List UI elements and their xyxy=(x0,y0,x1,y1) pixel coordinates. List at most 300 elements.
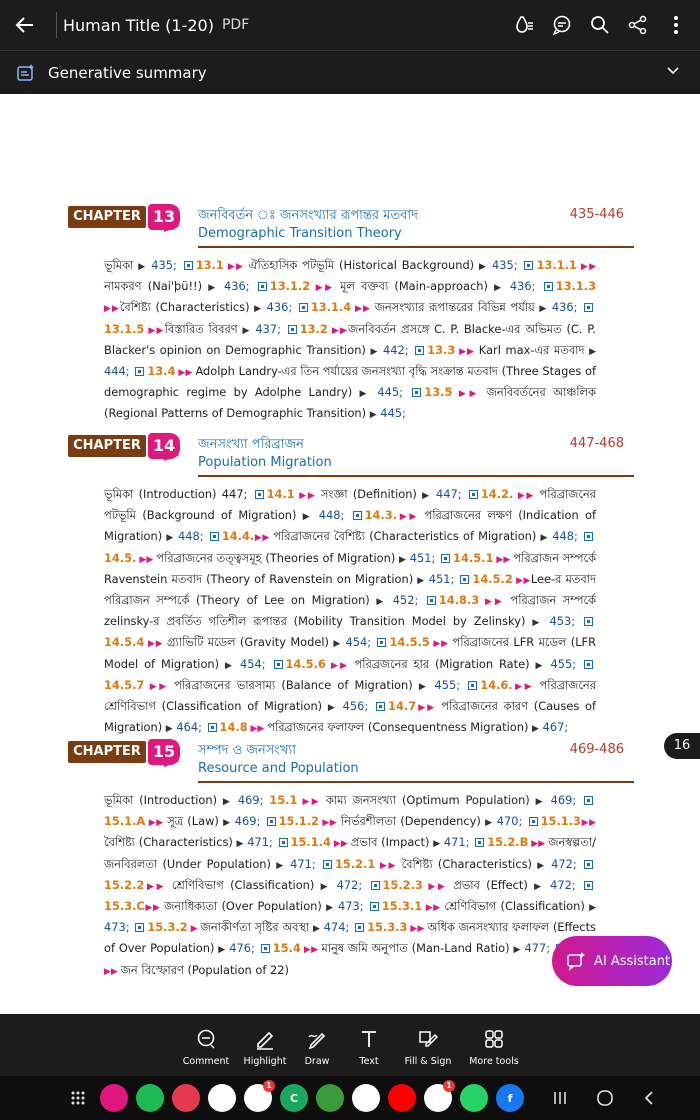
section-box-icon xyxy=(323,860,332,869)
page-ref[interactable]: 476; xyxy=(225,941,259,956)
page-ref[interactable]: 445; xyxy=(376,406,406,421)
comment-tool[interactable] xyxy=(176,1028,236,1076)
section-box-icon xyxy=(135,923,144,932)
camera-app-app-icon[interactable] xyxy=(172,1084,200,1112)
contents-text: Karl max-এর মতবাদ xyxy=(478,342,590,357)
contents-text: সংজ্ঞা (Definition) xyxy=(320,487,423,501)
section-number[interactable]: 15.3.1 xyxy=(381,899,423,914)
double-arrow-icon: ▶▶ xyxy=(512,575,531,586)
contents-text: বৈশিষ্ট্য (Characteristics) xyxy=(119,300,255,315)
chapter-contents-text xyxy=(104,791,596,982)
search-icon xyxy=(590,15,610,35)
section-box-icon xyxy=(475,838,484,847)
contents-text: বৈশিষ্ট্য (Characteristics) xyxy=(104,835,237,850)
contents-text: পরিব্রাজনের পটভূমি (Background of Migration) xyxy=(104,487,596,523)
triangle-icon: ▶ xyxy=(399,554,407,565)
double-arrow-icon: ▶▶ xyxy=(422,903,445,914)
page-ref[interactable]: 444; xyxy=(104,364,134,379)
triangle-icon: ▶ xyxy=(532,618,543,629)
tool-label: More tools xyxy=(469,1056,519,1067)
ai-assistant-label: AI Assistant xyxy=(594,953,671,969)
chapter-label: CHAPTER xyxy=(68,741,146,763)
section-number[interactable]: 14.5.7 xyxy=(104,677,145,692)
comment-icon xyxy=(195,1028,217,1050)
page-ref[interactable]: 471; xyxy=(284,856,321,871)
double-arrow-icon: ▶▶ xyxy=(297,797,326,807)
section-number[interactable]: 14.5.2 xyxy=(472,571,513,586)
search-button[interactable] xyxy=(588,13,612,37)
play-store-app-icon[interactable] xyxy=(424,1081,452,1112)
chapter-page-range: 469-486 xyxy=(569,742,624,757)
chapter-badge xyxy=(68,737,180,771)
youtube-app-icon[interactable] xyxy=(388,1084,416,1112)
double-arrow-icon: ▶▶ xyxy=(254,533,274,544)
more-options-button[interactable] xyxy=(664,13,688,37)
page-ref[interactable]: 453; xyxy=(542,614,583,629)
section-box-icon xyxy=(355,923,364,932)
page-ref[interactable]: 455; xyxy=(544,656,582,671)
contents-text: পরিব্রাজনের কারণ (Causes of Migration) xyxy=(104,699,597,735)
more-vertical-icon xyxy=(673,15,679,35)
triangle-icon: ▶ xyxy=(478,262,488,272)
triangle-icon: ▶ xyxy=(537,860,546,871)
double-arrow-icon: ▶▶ xyxy=(479,597,511,608)
page-ref[interactable]: 454; xyxy=(234,656,272,671)
double-arrow-icon: ▶▶ xyxy=(351,304,375,315)
double-arrow-icon: ▶▶ xyxy=(422,881,454,892)
comments-button[interactable] xyxy=(550,13,574,37)
section-box-icon xyxy=(584,303,593,312)
section-number[interactable]: 15.1 xyxy=(269,793,298,807)
section-box-icon xyxy=(376,702,385,711)
section-number[interactable]: 14.4. xyxy=(221,529,255,544)
section-box-icon xyxy=(529,817,538,826)
snapseed-app-icon[interactable] xyxy=(352,1084,380,1112)
triangle-icon: ▶ xyxy=(417,575,425,586)
section-box-icon xyxy=(584,860,593,869)
double-arrow-icon: ▶▶ xyxy=(330,839,351,850)
section-number[interactable]: 15.1.A xyxy=(104,814,146,829)
section-number[interactable]: 14.2. xyxy=(480,487,514,501)
contents-text: পরিব্রাজনের বৈশিষ্ট্য (Characteristics of Migration) xyxy=(273,529,541,544)
page-ref[interactable]: 472; xyxy=(543,877,582,892)
contents-text: প্রভাব (Impact) xyxy=(350,835,434,850)
contents-text: জনস্বল্পতা/জনবিরলতা (Under Population) xyxy=(104,835,596,871)
page-ref[interactable]: 447; xyxy=(430,487,467,501)
section-number[interactable]: 15.2.2 xyxy=(104,877,145,892)
triangle-icon: ▶ xyxy=(326,903,334,914)
page-ref[interactable]: 477; xyxy=(520,941,554,956)
chapter-rule xyxy=(198,781,634,783)
contents-text: পরিব্রাজনের ফলাফল (Consequentness Migration) xyxy=(267,720,533,735)
edit-toolbar xyxy=(0,1014,700,1076)
page-ref[interactable]: 469; xyxy=(544,793,582,807)
double-arrow-icon: ▶ xyxy=(187,924,201,935)
double-arrow-icon: ▶▶ xyxy=(104,966,121,977)
double-arrow-icon: ▶▶ xyxy=(327,325,349,336)
tool-label: Draw xyxy=(304,1056,330,1067)
triangle-icon: ▶ xyxy=(535,797,545,807)
section-box-icon xyxy=(261,944,270,953)
section-box-icon xyxy=(584,660,593,669)
contents-text: ঐতিহাসিক পটভূমি (Historical Background) xyxy=(248,258,479,272)
section-number[interactable]: 14.3. xyxy=(364,508,398,523)
contents-text: পরিব্রাজন সম্পর্কে zelinsky-র প্রবর্তিত গতিশীল রূপান্তর (Mobility Transition Model by Zelinsky) xyxy=(104,593,597,629)
section-number[interactable]: 15.1.4 xyxy=(290,835,331,850)
calculator-app-icon[interactable] xyxy=(316,1084,344,1112)
contents-text: ভূমিকা (Introduction) 447; xyxy=(104,487,253,501)
arrow-left-icon xyxy=(15,15,35,35)
contents-text: কাম্য জনসংখ্যা (Optimum Population) xyxy=(325,793,536,807)
contents-text: পরিব্রাজনের লক্ষণ (Indication of Migration) xyxy=(104,508,596,544)
section-box-icon xyxy=(412,388,421,397)
chapter-title-english: Population Migration xyxy=(198,455,332,470)
section-number[interactable]: 13.1 xyxy=(195,258,224,272)
triangle-icon: ▶ xyxy=(535,660,545,671)
section-number[interactable]: 15.1.3 xyxy=(540,814,581,829)
more-tools[interactable] xyxy=(464,1028,524,1076)
divider xyxy=(56,12,57,38)
triangle-icon: ▶ xyxy=(333,639,342,650)
contents-text: জনবিবর্তনের আঞ্চলিক (Regional Patterns of Demographic Transition) xyxy=(104,385,596,421)
system-navigation-bar xyxy=(0,1076,700,1120)
page-ref[interactable]: 469; xyxy=(232,793,270,807)
section-number[interactable]: 15.3.3 xyxy=(367,920,408,935)
liquid-mode-button[interactable] xyxy=(512,13,536,37)
flower-app-app-icon[interactable] xyxy=(100,1084,128,1112)
chapter-title-bengali: জনসংখ্যা পরিব্রাজন xyxy=(198,437,304,452)
section-box-icon xyxy=(184,261,193,270)
section-box-icon xyxy=(371,881,380,890)
triangle-icon: ▶ xyxy=(236,839,244,850)
double-arrow-icon: ▶▶ xyxy=(429,639,453,650)
text-tool[interactable] xyxy=(346,1028,392,1076)
page-ref[interactable]: 454; xyxy=(341,635,376,650)
contents-text: নির্ভরশীলতা (Dependency) xyxy=(340,814,486,829)
page-ref[interactable]: 456; xyxy=(336,699,375,714)
app-grid-app-icon[interactable] xyxy=(64,1084,92,1112)
contents-text: জনাকীর্ণতা সৃষ্টির অবস্থা xyxy=(200,920,314,935)
spotify-app-icon[interactable] xyxy=(136,1084,164,1112)
highlighter-icon xyxy=(254,1028,276,1050)
double-arrow-icon: ▶▶ xyxy=(144,903,165,914)
double-arrow-icon: ▶▶ xyxy=(104,304,120,315)
contents-text: গ্র্যাভিটি মডেল (Gravity Model) xyxy=(167,635,334,650)
section-box-icon xyxy=(370,902,379,911)
page-ref[interactable]: 445; xyxy=(370,385,411,400)
page-ref[interactable]: 448; xyxy=(548,529,582,544)
section-box-icon xyxy=(208,723,217,732)
contents-text: জনবিবর্তন প্রসঙ্গে C. P. Blacke-এর অভিমত (C. P. Blacker's opinion on Demographic Transition) xyxy=(104,321,596,357)
chevron-left-icon xyxy=(642,1090,656,1106)
section-box-icon xyxy=(441,554,450,563)
triangle-icon: ▶ xyxy=(223,818,231,829)
chapter-title-english: Demographic Transition Theory xyxy=(198,226,402,241)
section-box-icon xyxy=(274,660,283,669)
contents-text: জনাধিক্যতা (Over Population) xyxy=(164,899,327,914)
triangle-icon: ▶ xyxy=(376,597,387,608)
page-ref[interactable]: 435; xyxy=(146,258,182,272)
triangle-icon: ▶ xyxy=(532,724,539,735)
section-number[interactable]: 15.2.3 xyxy=(382,877,423,892)
section-number[interactable]: 15.3.C xyxy=(104,899,145,914)
contents-text: পরিব্রাজনের তত্ত্বসমূহ (Theories of Migration) xyxy=(156,550,400,565)
page-ref[interactable]: 436; xyxy=(547,300,583,315)
contents-text: Lee-র মতবাদ পরিব্রাজন সম্পর্কে (Theory of Lee on Migration) xyxy=(104,571,596,608)
page-ref[interactable]: 471; xyxy=(243,835,277,850)
contents-text: জনসংখ্যার রূপান্তরের বিভিন্ন পর্যায় xyxy=(374,300,540,315)
fill-sign-tool[interactable] xyxy=(398,1028,458,1076)
double-arrow-icon: ▶▶ xyxy=(144,681,175,692)
chapter-rule xyxy=(198,246,634,248)
section-box-icon xyxy=(524,261,533,270)
chapter-page-range: 447-468 xyxy=(569,436,624,451)
section-box-icon xyxy=(427,596,436,605)
chapter-number: 14 xyxy=(148,433,180,459)
double-arrow-icon: ▶▶ xyxy=(300,945,322,956)
triangle-icon: ▶ xyxy=(165,724,173,735)
double-arrow-icon: ▶▶ xyxy=(136,554,157,565)
page-ref[interactable]: 437; xyxy=(250,321,286,336)
double-arrow-icon: ▶▶ xyxy=(452,389,487,400)
section-number[interactable]: 13.3 xyxy=(427,342,456,357)
page-ref[interactable]: 467; xyxy=(538,720,569,735)
page-ref[interactable]: 469; xyxy=(230,814,265,829)
triangle-icon: ▶ xyxy=(513,945,521,956)
ai-assistant-button[interactable] xyxy=(552,936,672,986)
triangle-icon: ▶ xyxy=(313,924,321,935)
double-arrow-icon: ▶▶ xyxy=(144,881,172,892)
contents-text: মানুষ জমি অনুপাত (Man-Land Ratio) xyxy=(321,941,514,956)
tool-label: Highlight xyxy=(243,1056,287,1067)
triangle-icon: ▶ xyxy=(540,533,549,544)
share-icon xyxy=(628,15,648,35)
double-arrow-icon: ▶▶ xyxy=(144,639,168,650)
chapter-title-english: Resource and Population xyxy=(198,761,359,776)
double-arrow-icon: ▶▶ xyxy=(144,325,165,336)
page-ref[interactable]: 472; xyxy=(330,877,369,892)
triangle-icon: ▶ xyxy=(138,262,147,272)
triangle-icon: ▶ xyxy=(370,346,379,357)
contents-text: শ্রেণিবিভাগ (Classification) xyxy=(444,899,590,914)
draw-tool[interactable] xyxy=(294,1028,340,1076)
contents-text: অধিক জনসংখ্যার ফলাফল (Effects of Over Population) xyxy=(104,920,596,956)
triangle-icon: ▶ xyxy=(320,881,331,892)
section-box-icon xyxy=(377,638,386,647)
section-box-icon xyxy=(279,838,288,847)
tool-label: Fill & Sign xyxy=(404,1056,452,1067)
whatsapp-app-icon[interactable] xyxy=(460,1084,488,1112)
section-number[interactable]: 13.5 xyxy=(424,385,453,400)
text-icon xyxy=(358,1028,380,1050)
double-arrow-icon: ▶▶ xyxy=(416,703,442,714)
chapter-contents-text xyxy=(104,256,596,426)
home-circle-icon xyxy=(596,1089,614,1107)
triangle-icon: ▶ xyxy=(222,797,233,807)
page-ref[interactable]: 442; xyxy=(378,342,414,357)
triangle-icon: ▶ xyxy=(369,410,377,421)
triangle-icon: ▶ xyxy=(422,491,431,501)
chatgpt-app-icon[interactable] xyxy=(208,1084,236,1112)
contents-text: বিস্তারিত বিবরণ xyxy=(164,321,243,336)
contents-text: জন বিস্ফোরণ (Population of 22) xyxy=(120,962,289,977)
double-arrow-icon: ▶▶ xyxy=(493,554,514,565)
page-ref[interactable]: 448; xyxy=(173,529,208,544)
contents-text: পরিব্রাজনের ভারসাম্য (Balance of Migration) xyxy=(174,677,419,692)
section-number[interactable]: 13.4 xyxy=(147,364,176,379)
double-arrow-icon: ▶▶ xyxy=(145,818,168,829)
google-app-icon[interactable] xyxy=(244,1081,272,1112)
section-number[interactable]: 14.8.3 xyxy=(438,593,480,608)
double-arrow-icon: ▶▶ xyxy=(528,839,549,850)
triangle-icon: ▶ xyxy=(534,881,544,892)
double-arrow-icon: ▶▶ xyxy=(175,368,196,379)
ai-sparkle-icon xyxy=(566,951,586,971)
triangle-icon: ▶ xyxy=(359,389,371,400)
section-number[interactable]: 13.1.4 xyxy=(310,300,352,315)
triangle-icon: ▶ xyxy=(302,512,313,523)
section-number[interactable]: 14.8 xyxy=(219,720,248,735)
chapter-badge xyxy=(68,202,180,236)
page-ref[interactable]: 451; xyxy=(424,571,459,586)
section-number[interactable]: 14.5.6 xyxy=(285,656,326,671)
section-box-icon xyxy=(353,511,362,520)
section-number[interactable]: 14.1 xyxy=(266,487,295,501)
share-button[interactable] xyxy=(626,13,650,37)
page-ref[interactable]: 474; xyxy=(320,920,354,935)
double-arrow-icon: ▶▶ xyxy=(310,283,341,294)
double-arrow-icon: ▶▶ xyxy=(407,924,428,935)
section-number[interactable]: 15.3.2 xyxy=(147,920,188,935)
section-number[interactable]: 15.2.B xyxy=(487,835,529,850)
page-ref[interactable]: 435; xyxy=(487,258,523,272)
document-title: Human Title (1-20) xyxy=(63,15,214,35)
double-arrow-icon: ▶▶ xyxy=(580,818,596,829)
triangle-icon: ▶ xyxy=(166,533,174,544)
section-number[interactable]: 13.1.5 xyxy=(104,321,145,336)
page-ref[interactable]: 448; xyxy=(312,508,351,523)
triangle-icon: ▶ xyxy=(494,283,504,294)
triangle-icon: ▶ xyxy=(276,860,285,871)
section-number[interactable]: 13.1.2 xyxy=(269,279,311,294)
double-arrow-icon: ▶▶ xyxy=(375,860,402,871)
chevron-down-icon[interactable] xyxy=(666,63,680,77)
section-number[interactable]: 13.1.3 xyxy=(555,279,597,294)
triangle-icon: ▶ xyxy=(242,325,251,336)
triangle-icon: ▶ xyxy=(418,681,429,692)
pdf-page[interactable] xyxy=(0,94,700,1014)
page-ref[interactable]: 452; xyxy=(386,593,425,608)
chapter-page-range: 435-446 xyxy=(569,207,624,222)
section-number[interactable]: 14.5.5 xyxy=(389,635,430,650)
page-ref[interactable]: 473; xyxy=(104,920,134,935)
section-box-icon xyxy=(544,282,553,291)
double-arrow-icon: ▶▶ xyxy=(223,262,249,272)
droplet-icon xyxy=(513,14,535,36)
contents-text: মূল বক্তব্য (Main-approach) xyxy=(340,279,495,294)
section-box-icon xyxy=(584,532,593,541)
double-arrow-icon: ▶▶ xyxy=(513,491,540,501)
contents-text: নামকরণ (Nai'þü!!) xyxy=(104,279,209,294)
home-button[interactable] xyxy=(596,1076,614,1120)
section-box-icon xyxy=(469,490,478,499)
c-app-app-icon[interactable]: C xyxy=(280,1084,308,1112)
chapter-number: 13 xyxy=(148,204,180,230)
grid-icon xyxy=(483,1028,505,1050)
triangle-icon: ▶ xyxy=(224,660,235,671)
section-box-icon xyxy=(584,881,593,890)
contents-text: পরিব্রাজনের LFR মডেল (LFR Model of Migration) xyxy=(104,635,597,671)
section-number[interactable]: 15.2.1 xyxy=(335,856,376,871)
section-box-icon xyxy=(468,681,477,690)
page-ref[interactable]: 471; xyxy=(440,835,474,850)
section-number[interactable]: 15.4 xyxy=(272,941,301,956)
section-number[interactable]: 14.7 xyxy=(388,699,417,714)
page-ref[interactable]: 455; xyxy=(428,677,467,692)
facebook-app-icon[interactable]: f xyxy=(496,1084,524,1112)
generative-summary-label: Generative summary xyxy=(48,63,207,82)
page-ref[interactable]: 436; xyxy=(217,279,256,294)
section-number[interactable]: 14.6. xyxy=(480,677,513,692)
page-ref[interactable]: 473; xyxy=(333,899,368,914)
section-box-icon xyxy=(210,532,219,541)
contents-text: বৈশিষ্ট্য (Characteristics) xyxy=(401,856,538,871)
section-number[interactable]: 13.1.1 xyxy=(536,258,577,272)
section-number[interactable]: 14.5.1 xyxy=(453,550,494,565)
triangle-icon: ▶ xyxy=(254,304,263,315)
page-ref[interactable]: 436; xyxy=(503,279,542,294)
recents-button[interactable] xyxy=(552,1076,568,1120)
system-back-button[interactable] xyxy=(642,1076,656,1120)
file-type-label: PDF xyxy=(221,17,250,33)
double-arrow-icon: ▶▶ xyxy=(455,346,479,357)
triangle-icon: ▶ xyxy=(539,304,548,315)
triangle-icon: ▶ xyxy=(327,703,337,714)
section-box-icon xyxy=(584,796,593,805)
chapter-title-bengali: জনবিবর্তন ঃ জনসংখ্যার রূপান্তর মতবাদ xyxy=(198,208,418,223)
chapter-contents-text xyxy=(104,485,596,739)
chapter-badge xyxy=(68,431,180,465)
section-box-icon xyxy=(267,817,276,826)
section-box-icon xyxy=(255,490,264,499)
section-number[interactable]: 14.5.4 xyxy=(104,635,145,650)
double-arrow-icon: ▶▶ xyxy=(397,512,425,523)
section-box-icon xyxy=(288,325,297,334)
chapter-label: CHAPTER xyxy=(68,435,146,457)
top-app-bar xyxy=(0,0,700,50)
section-box-icon xyxy=(584,617,593,626)
section-number[interactable]: 15.1.2 xyxy=(278,814,319,829)
summary-icon xyxy=(16,63,36,83)
double-arrow-icon: ▶▶ xyxy=(294,491,321,501)
contents-text: ভূমিকা xyxy=(104,258,139,272)
signature-icon xyxy=(417,1028,439,1050)
section-number[interactable]: 14.5. xyxy=(104,550,137,565)
page-ref[interactable]: 472; xyxy=(545,856,583,871)
back-button[interactable] xyxy=(0,0,50,50)
page-ref[interactable]: 464; xyxy=(172,720,206,735)
section-box-icon xyxy=(135,367,144,376)
highlight-tool[interactable] xyxy=(242,1028,288,1076)
triangle-icon: ▶ xyxy=(218,945,226,956)
double-arrow-icon: ▶▶ xyxy=(512,681,540,692)
page-number-indicator: 16 xyxy=(664,733,700,759)
page-ref[interactable]: 436; xyxy=(262,300,297,315)
generative-summary-bar[interactable] xyxy=(0,50,700,94)
section-number[interactable]: 13.2 xyxy=(299,321,328,336)
page-ref[interactable]: 470; xyxy=(492,814,527,829)
page-ref[interactable]: 451; xyxy=(406,550,440,565)
